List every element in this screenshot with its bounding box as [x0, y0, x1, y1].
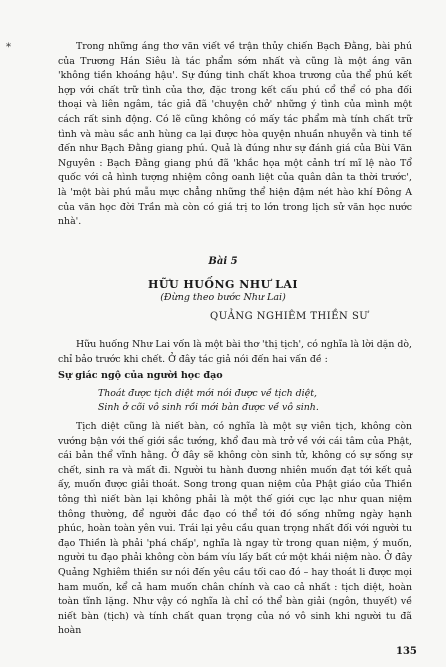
- lesson-number: Bài 5: [208, 256, 238, 267]
- paragraph-2: Hữu huống Như Lai vốn là một bài thơ 'thị tịch', có nghĩa là lời dặn dò, chỉ bảo trước khi chết. Ở đây tác giả nói đến hai vấn đề :: [58, 339, 412, 365]
- paragraph-1: Trong những áng thơ văn viết về trận thủy chiến Bạch Đằng, bài phú của Trương Hán Siêu là tác phẩm sớm nhất và cũng là một áng văn 'không tiền khoáng hậu'. Sự đúng tinh chất khoa trương của thể phú kết hợp với chất trữ tình của thơ, đặc trong kết cấu phú cổ thể có pha đối thoại và liên ngâm, tác giả đã 'chuyện chở' những ý tình của mình một cách rất sinh động. Có lẽ cũng không có mấy tác phẩm mà tính chất trữ tình và màu sắc anh hùng ca lại được hòa quyện nhuần nhuyễn và tinh tế đến như Bạch Đằng giang phú. Quả là đúng như sự đánh giá của Bùi Văn Nguyên : Bạch Đằng giang phú đã 'khắc họa một cảnh trí mĩ lệ nào Tổ quốc với cả hình tượng nhiệm công oanh liệt của quân dân ta thời trước', là 'một bài phú mẫu mực chẳng những thể hiện đậm nét hào khí Đông A của văn học đời Trần mà còn có giá trị to lớn trong lịch sử văn học nước nhà'.: [58, 41, 412, 228]
- section-heading: Sự giác ngộ của người học đạo: [58, 370, 223, 381]
- paragraph-3: Tịch diệt cũng là niết bàn, có nghĩa là một sự viên tịch, không còn vướng bận với thế giới sắc tướng, khổ đau mà trở về với cái tâm của Phật, cái bản thể vĩnh hằng. Ở đây sẽ không còn sinh tử, không có sự sống sự chết, sinh ra và mất đi. Người tu hành đương nhiên muốn đạt tới kết quả ấy, muốn được giải thoát. Song trong quan niệm của Phật giáo của Thiền tông thì niết bàn lại không phải là một thế giới cực lạc như quan niệm thông thường, để người đắc đạo có thể tới đó sống những ngày hạnh phúc, hoàn toàn yên vui. Trái lại yêu cầu quan trọng nhất đối với người tu đạo Thiền là phải 'phá chấp', nghĩa là ngay từ trong quan niệm, ý muốn, người tu đạo phải không còn bám víu lấy bất cứ một khái niệm nào. Ở đây Quảng Nghiêm thiền sư nói đến yêu cầu tối cao đó – hay thoát li được mọi ham muốn, kể cả ham muốn chân chính và cao cả nhất : tịch diệt, hoàn toàn tĩnh lặng. Như vậy có nghĩa là chỉ có thể bàn giải (ngôn, thuyết) về niết bàn (tịch) và tính chất quan trọng của nó vô sinh khi người tu đã hoàn: [58, 421, 412, 637]
- poem-line-2: Sinh ở cõi vô sinh rồi mới bàn được về vô sinh.: [98, 402, 319, 413]
- lesson-subtitle: (Đừng theo bước Như Lai): [160, 292, 286, 303]
- poem-line-1: Thoát được tịch diệt mới nói được về tịch diệt,: [98, 388, 317, 399]
- page-number: 135: [396, 646, 417, 657]
- lesson-title: HỮU HUỐNG NHƯ LAI: [147, 278, 299, 291]
- author-name: QUẢNG NGHIÊM THIỀN SƯ: [210, 311, 369, 322]
- margin-mark: *: [6, 42, 11, 53]
